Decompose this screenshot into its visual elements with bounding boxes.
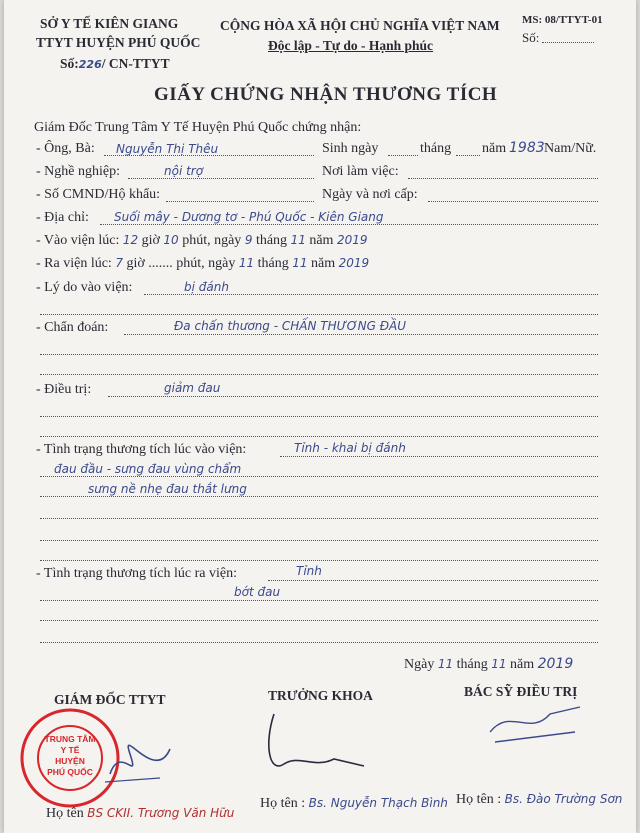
doctor-signature <box>480 702 590 752</box>
name-value: Nguyễn Thị Thêu <box>116 142 219 156</box>
status-out-line2: bớt đau <box>234 585 281 599</box>
director-signature <box>100 734 180 794</box>
agency-line2: TTYT HUYỆN PHÚ QUỐC <box>36 35 201 50</box>
status-in-line2: đau đầu - sưng đau vùng chẩm <box>54 462 242 476</box>
diagnosis-value: Đa chấn thương - CHẤN THƯƠNG ĐẦU <box>174 319 407 333</box>
treatment-value: giảm đau <box>164 381 221 395</box>
admit-row: - Vào viện lúc: 12 giờ 10 phút, ngày 9 tháng 11 năm 2019 <box>36 233 368 248</box>
intro-text: Giám Đốc Trung Tâm Y Tế Huyện Phú Quốc chứng nhận: <box>34 120 362 135</box>
form-number: Số: <box>522 30 540 45</box>
address-value: Suối mây - Dương tơ - Phú Quốc - Kiên Giang <box>114 210 384 224</box>
status-in-label: - Tình trạng thương tích lúc vào viện: <box>36 442 247 457</box>
reason-value: bị đánh <box>184 280 229 294</box>
workplace-label: Nơi làm việc: <box>322 164 399 179</box>
head-title: TRƯỞNG KHOA <box>268 688 373 703</box>
director-title: GIÁM ĐỐC TTYT <box>54 692 166 707</box>
job-value: nội trợ <box>164 164 204 178</box>
stamp-line3: HUYỆN <box>55 756 85 766</box>
issue-label: Ngày và nơi cấp: <box>322 187 418 202</box>
doctor-title: BÁC SỸ ĐIỀU TRỊ <box>464 684 578 699</box>
name-label: - Ông, Bà: <box>36 141 95 156</box>
form-code: MS: 08/TTYT-01 <box>522 14 603 26</box>
diagnosis-label: - Chẩn đoán: <box>36 320 109 335</box>
reason-label: - Lý do vào viện: <box>36 280 133 295</box>
stamp-line2: Y TẾ <box>60 745 80 755</box>
birth-label: Sinh ngày <box>322 141 379 156</box>
status-in-line1: Tỉnh - khai bị đánh <box>294 441 406 455</box>
stamp-line4: PHÚ QUỐC <box>47 767 93 777</box>
stamp-line1: TRUNG TÂM <box>44 734 96 744</box>
page-title: GIẤY CHỨNG NHẬN THƯƠNG TÍCH <box>154 84 498 105</box>
agency-line1: SỞ Y TẾ KIÊN GIANG <box>40 16 179 31</box>
treatment-label: - Điều trị: <box>36 382 92 397</box>
head-signature <box>254 704 374 784</box>
status-out-line1: Tỉnh <box>296 564 322 578</box>
address-label: - Địa chỉ: <box>36 210 89 225</box>
status-in-line3: sưng nề nhẹ đau thắt lưng <box>88 482 247 496</box>
status-out-label: - Tình trạng thương tích lúc ra viện: <box>36 566 237 581</box>
certificate-paper <box>4 0 636 833</box>
job-label: - Nghề nghiệp: <box>36 164 120 179</box>
doctor-name-row: Họ tên : Bs. Đào Trường Sơn <box>456 792 623 807</box>
id-label: - Số CMND/Hộ khẩu: <box>36 187 161 202</box>
month-label: tháng <box>420 141 452 156</box>
discharge-row: - Ra viện lúc: 7 giờ ....... phút, ngày 11 tháng 11 năm 2019 <box>36 256 370 271</box>
motto: Độc lập - Tự do - Hạnh phúc <box>268 38 434 53</box>
director-name-row: Họ tên BS CKII. Trương Văn Hữu <box>46 806 235 821</box>
gender-text: Nam/Nữ. <box>544 141 597 156</box>
head-name-row: Họ tên : Bs. Nguyễn Thạch Bình <box>260 796 448 811</box>
date-line: Ngày 11 tháng 11 năm 2019 <box>404 656 574 672</box>
year-value: 1983 <box>509 140 545 156</box>
republic-title: CỘNG HÒA XÃ HỘI CHỦ NGHĨA VIỆT NAM <box>220 18 500 33</box>
year-label: năm <box>482 141 507 156</box>
document-number: Số:226/ CN-TTYT <box>60 56 170 71</box>
